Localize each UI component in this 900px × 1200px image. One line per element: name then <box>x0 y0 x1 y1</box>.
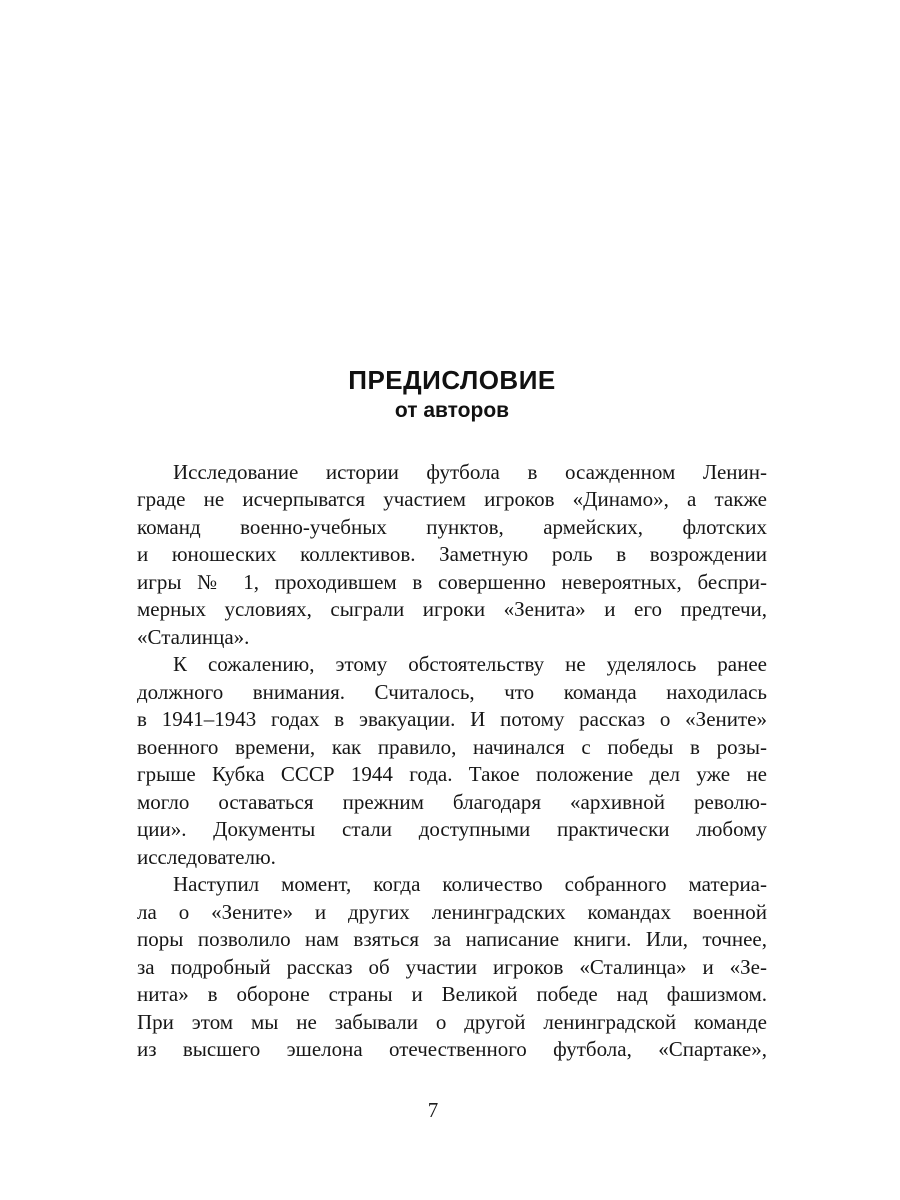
text-line: и юношеских коллективов. Заметную роль в возрождении <box>137 542 767 567</box>
text-line: игры № 1, проходившем в совершенно невероятных, беспри- <box>137 569 767 594</box>
text-line: грыше Кубка СССР 1944 года. Такое положение дел уже не <box>137 762 767 787</box>
text-line: за подробный рассказ об участии игроков «Сталинца» и «Зе- <box>137 954 767 979</box>
text-line: «Сталинца». <box>137 624 250 649</box>
text-line: Наступил момент, когда количество собранного материа- <box>173 872 767 897</box>
text-line: Исследование истории футбола в осажденном Ленин- <box>173 459 767 484</box>
text-line: команд военно-учебных пунктов, армейских, флотских <box>137 514 767 539</box>
text-line: ла о «Зените» и других ленинградских командах военной <box>137 899 767 924</box>
text-line: ции». Документы стали доступными практически любому <box>137 817 767 842</box>
text-line: исследователю. <box>137 844 276 869</box>
text-line: в 1941–1943 годах в эвакуации. И потому рассказ о «Зените» <box>137 707 767 732</box>
paragraph <box>137 459 767 652</box>
paragraph <box>137 651 767 871</box>
text-line: должного внимания. Считалось, что команда находилась <box>137 679 767 704</box>
text-line: К сожалению, этому обстоятельству не уделялось ранее <box>173 652 767 677</box>
text-line: поры позволило нам взяться за написание книги. Или, точнее, <box>137 927 767 952</box>
page-number: 7 <box>427 1098 439 1122</box>
chapter-title: ПРЕДИСЛОВИЕ <box>348 365 556 395</box>
chapter-subtitle: от авторов <box>394 398 510 422</box>
text-line: военного времени, как правило, начинался с победы в розы- <box>137 734 767 759</box>
text-line: могло оставаться прежним благодаря «архивной револю- <box>137 789 767 814</box>
text-line: мерных условиях, сыграли игроки «Зенита» и его предтечи, <box>137 597 767 622</box>
text-line: граде не исчерпыватся участием игроков «Динамо», а также <box>137 487 767 512</box>
text-line: нита» в обороне страны и Великой победе над фашизмом. <box>137 982 767 1007</box>
text-column <box>137 366 767 1064</box>
text-line: При этом мы не забывали о другой ленинградской команде <box>137 1009 767 1034</box>
paragraph <box>137 871 767 1064</box>
text-line: из высшего эшелона отечественного футбола, «Спартаке», <box>137 1037 767 1062</box>
body-text <box>137 459 767 1064</box>
